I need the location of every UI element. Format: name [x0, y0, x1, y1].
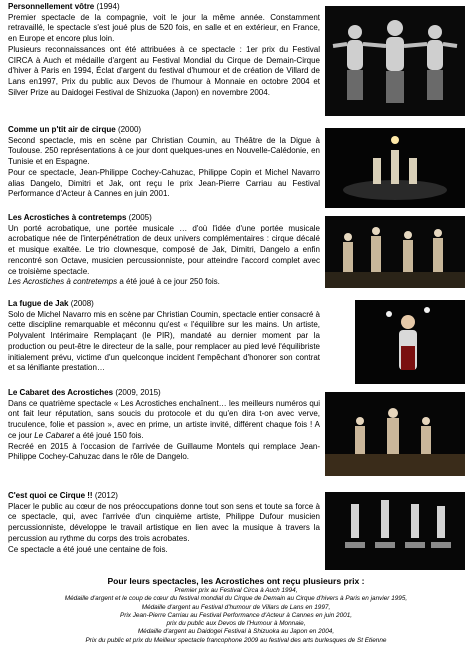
- section-paragraph: Recréé en 2015 à l'occasion de l'arrivée de Guillaume Montels qui remplace Jean-Philippe Cochey-Cahuzac dans le rôle de Dangelo.: [8, 441, 320, 462]
- section-title: Les Acrostiches à contretemps: [8, 213, 127, 222]
- award-item: Médaille d'argent et le coup de cœur du festival mondial du Cirque de Demain au Cirque d'hivers à Paris en janvier 1995,: [64, 595, 408, 603]
- section-title: La fugue de Jak: [8, 299, 69, 308]
- section-paragraph: [8, 277, 320, 288]
- section-paragraph: Pour ce spectacle, Jean-Philippe Cochey-Cahuzac, Philippe Copin et Michel Navarro alias Dangelo, Dimitri et Jak, ont reçu le prix Jean-Pierre Carriau au Festival Performance d'Acteur à Cannes en juin 2001.: [8, 167, 320, 199]
- section-year: (2008): [70, 299, 94, 308]
- section-paragraph: Placer le public au cœur de nos préoccupations donne tout son sens et toute sa force à ce spectacle, qui, avec l'arrivée d'un cinquième artiste, Philippe Dufour musicien percussionniste, développe le travail artistique en lien avec la musique à travers la percussion au rythme du corps des trois acrobates.: [8, 501, 320, 543]
- section-personnellement-votre: [8, 2, 320, 98]
- section-paragraph: Second spectacle, mis en scène par Christian Coumin, au Théâtre de la Digue à Toulouse. 250 représentations à ce jour dont quelques-unes en Nouvelle-Calédonie, en Tunisie et en Espagne.: [8, 135, 320, 167]
- performers-row-illustration: [325, 216, 465, 288]
- section-title: Personnellement vôtre: [8, 2, 95, 11]
- section-title: Le Cabaret des Acrostiches: [8, 388, 114, 397]
- handstand-illustration: [325, 492, 465, 570]
- award-item: Médaille d'argent au Festival d'humour de Villars de Lans en 1997,: [141, 603, 331, 611]
- cabaret-illustration: [325, 392, 465, 476]
- section-title: C'est quoi ce Cirque !!: [8, 491, 93, 500]
- photo-cabaret: [325, 392, 465, 476]
- section-paragraph: Un porté acrobatique, une portée musicale … d'où l'idée d'une portée musicale acrobatique née de l'interpénétration de deux univers complémentaires : cirque décalé et musique exaltée. Le trio clownesque, composé de Jak, Dimitri, Dangelo a enfin rencontré son Octave, musicien percussionniste, pour atteindre l'accord complet avec ce troisième spectacle.: [8, 223, 320, 276]
- section-paragraph-tail: a été joué à ce jour 250 fois.: [117, 277, 220, 287]
- section-paragraph: Ce spectacle a été joué une centaine de fois.: [8, 544, 168, 554]
- awards-list: [0, 587, 472, 645]
- show-title-italic: Les Acrostiches à contretemps: [8, 277, 118, 287]
- photo-stage-trio: [325, 128, 465, 208]
- juggler-illustration: [355, 300, 465, 384]
- award-item: Médaille d'argent au Daidogei Festival à Shizuoka au Japon en 2004,: [137, 628, 335, 636]
- section-fugue-de-jak: [8, 299, 320, 374]
- section-year: (2009, 2015): [115, 388, 161, 397]
- section-year: (1994): [96, 2, 120, 11]
- section-paragraph: Plusieurs reconnaissances ont été attribuées à ce spectacle : 1er prix du Festival CIRCA à Auch et médaille d'argent au Festival Mondial du Cirque de Demain-Cirque d'hiver à Paris en 1994, Éclat d'argent du festival d'humour et de création de Villard de Lans en1997, Prix du public aux Devos de l'humour à Monnaie en octobre 2004 et Silver Prize au Daidogei Festival de Shizuoka (Japon) en novembre 2004.: [8, 44, 320, 97]
- photo-handstand: [325, 492, 465, 570]
- award-item: prix du public aux Devos de l'Humour à Monnaie,: [166, 620, 306, 628]
- photo-juggler: [355, 300, 465, 384]
- photo-performers-row: [325, 216, 465, 288]
- awards-heading: Pour leurs spectacles, les Acrostiches ont reçu plusieurs prix :: [107, 576, 365, 586]
- section-comme-un-ptit-air: [8, 125, 320, 200]
- section-paragraph: [8, 399, 320, 442]
- section-paragraph-tail: a été joué 150 fois.: [73, 430, 144, 440]
- section-title: Comme un p'tit air de cirque: [8, 125, 116, 134]
- award-item: Premier prix au Festival Circa à Auch 1994,: [174, 587, 298, 594]
- section-year: (2000): [117, 125, 142, 134]
- acrobats-illustration: [325, 6, 465, 116]
- section-year: (2005): [128, 213, 152, 222]
- section-paragraph: Solo de Michel Navarro mis en scène par Christian Coumin, spectacle entier consacré à cette discipline remarquable et méconnu qu'est « l'équilibre sur les mains. Un artiste, Polyvalent Intérimaire Remplaçant (le PIR), mandaté au dernier moment par la production ou peut-être le directeur de la salle, pour remplacer au pied levé l'équilibriste initialement prévu, victime d'un quelconque incident l'empêchant d'honorer son contrat et sa lénifiante prestation…: [8, 309, 320, 373]
- award-item: Prix du public et prix du Meilleur spectacle francophone 2009 au festival des arts burlesques de St Etienne: [85, 636, 387, 644]
- stage-illustration: [325, 128, 465, 208]
- section-year: (2012): [94, 491, 118, 500]
- section-paragraph-head: Dans ce quatrième spectacle « Les Acrostiches enchaînent… les meilleurs numéros qui ont fait leur réputation, sans soucis du protocole et du qu'en dira t-on avec verve, truculence, folie et passion », avec en prime, un artiste invité, différent chaque fois ! A ce jour: [8, 398, 320, 440]
- section-a-contretemps: [8, 213, 320, 288]
- award-item: Prix Jean-Pierre Carriau au Festival Performance d'Acteur à Cannes en juin 2001,: [119, 611, 353, 619]
- awards-footer: [0, 576, 472, 645]
- show-title-italic: Le Cabaret: [34, 430, 74, 440]
- section-cabaret: [8, 388, 320, 463]
- photo-three-acrobats: [325, 6, 465, 116]
- section-paragraph: Premier spectacle de la compagnie, voit le jour la même année. Constamment retravaillé, le spectacle s'est joué plus de 520 fois, en salle et en extérieur, en France, en Europe et encore plus loin.: [8, 12, 320, 44]
